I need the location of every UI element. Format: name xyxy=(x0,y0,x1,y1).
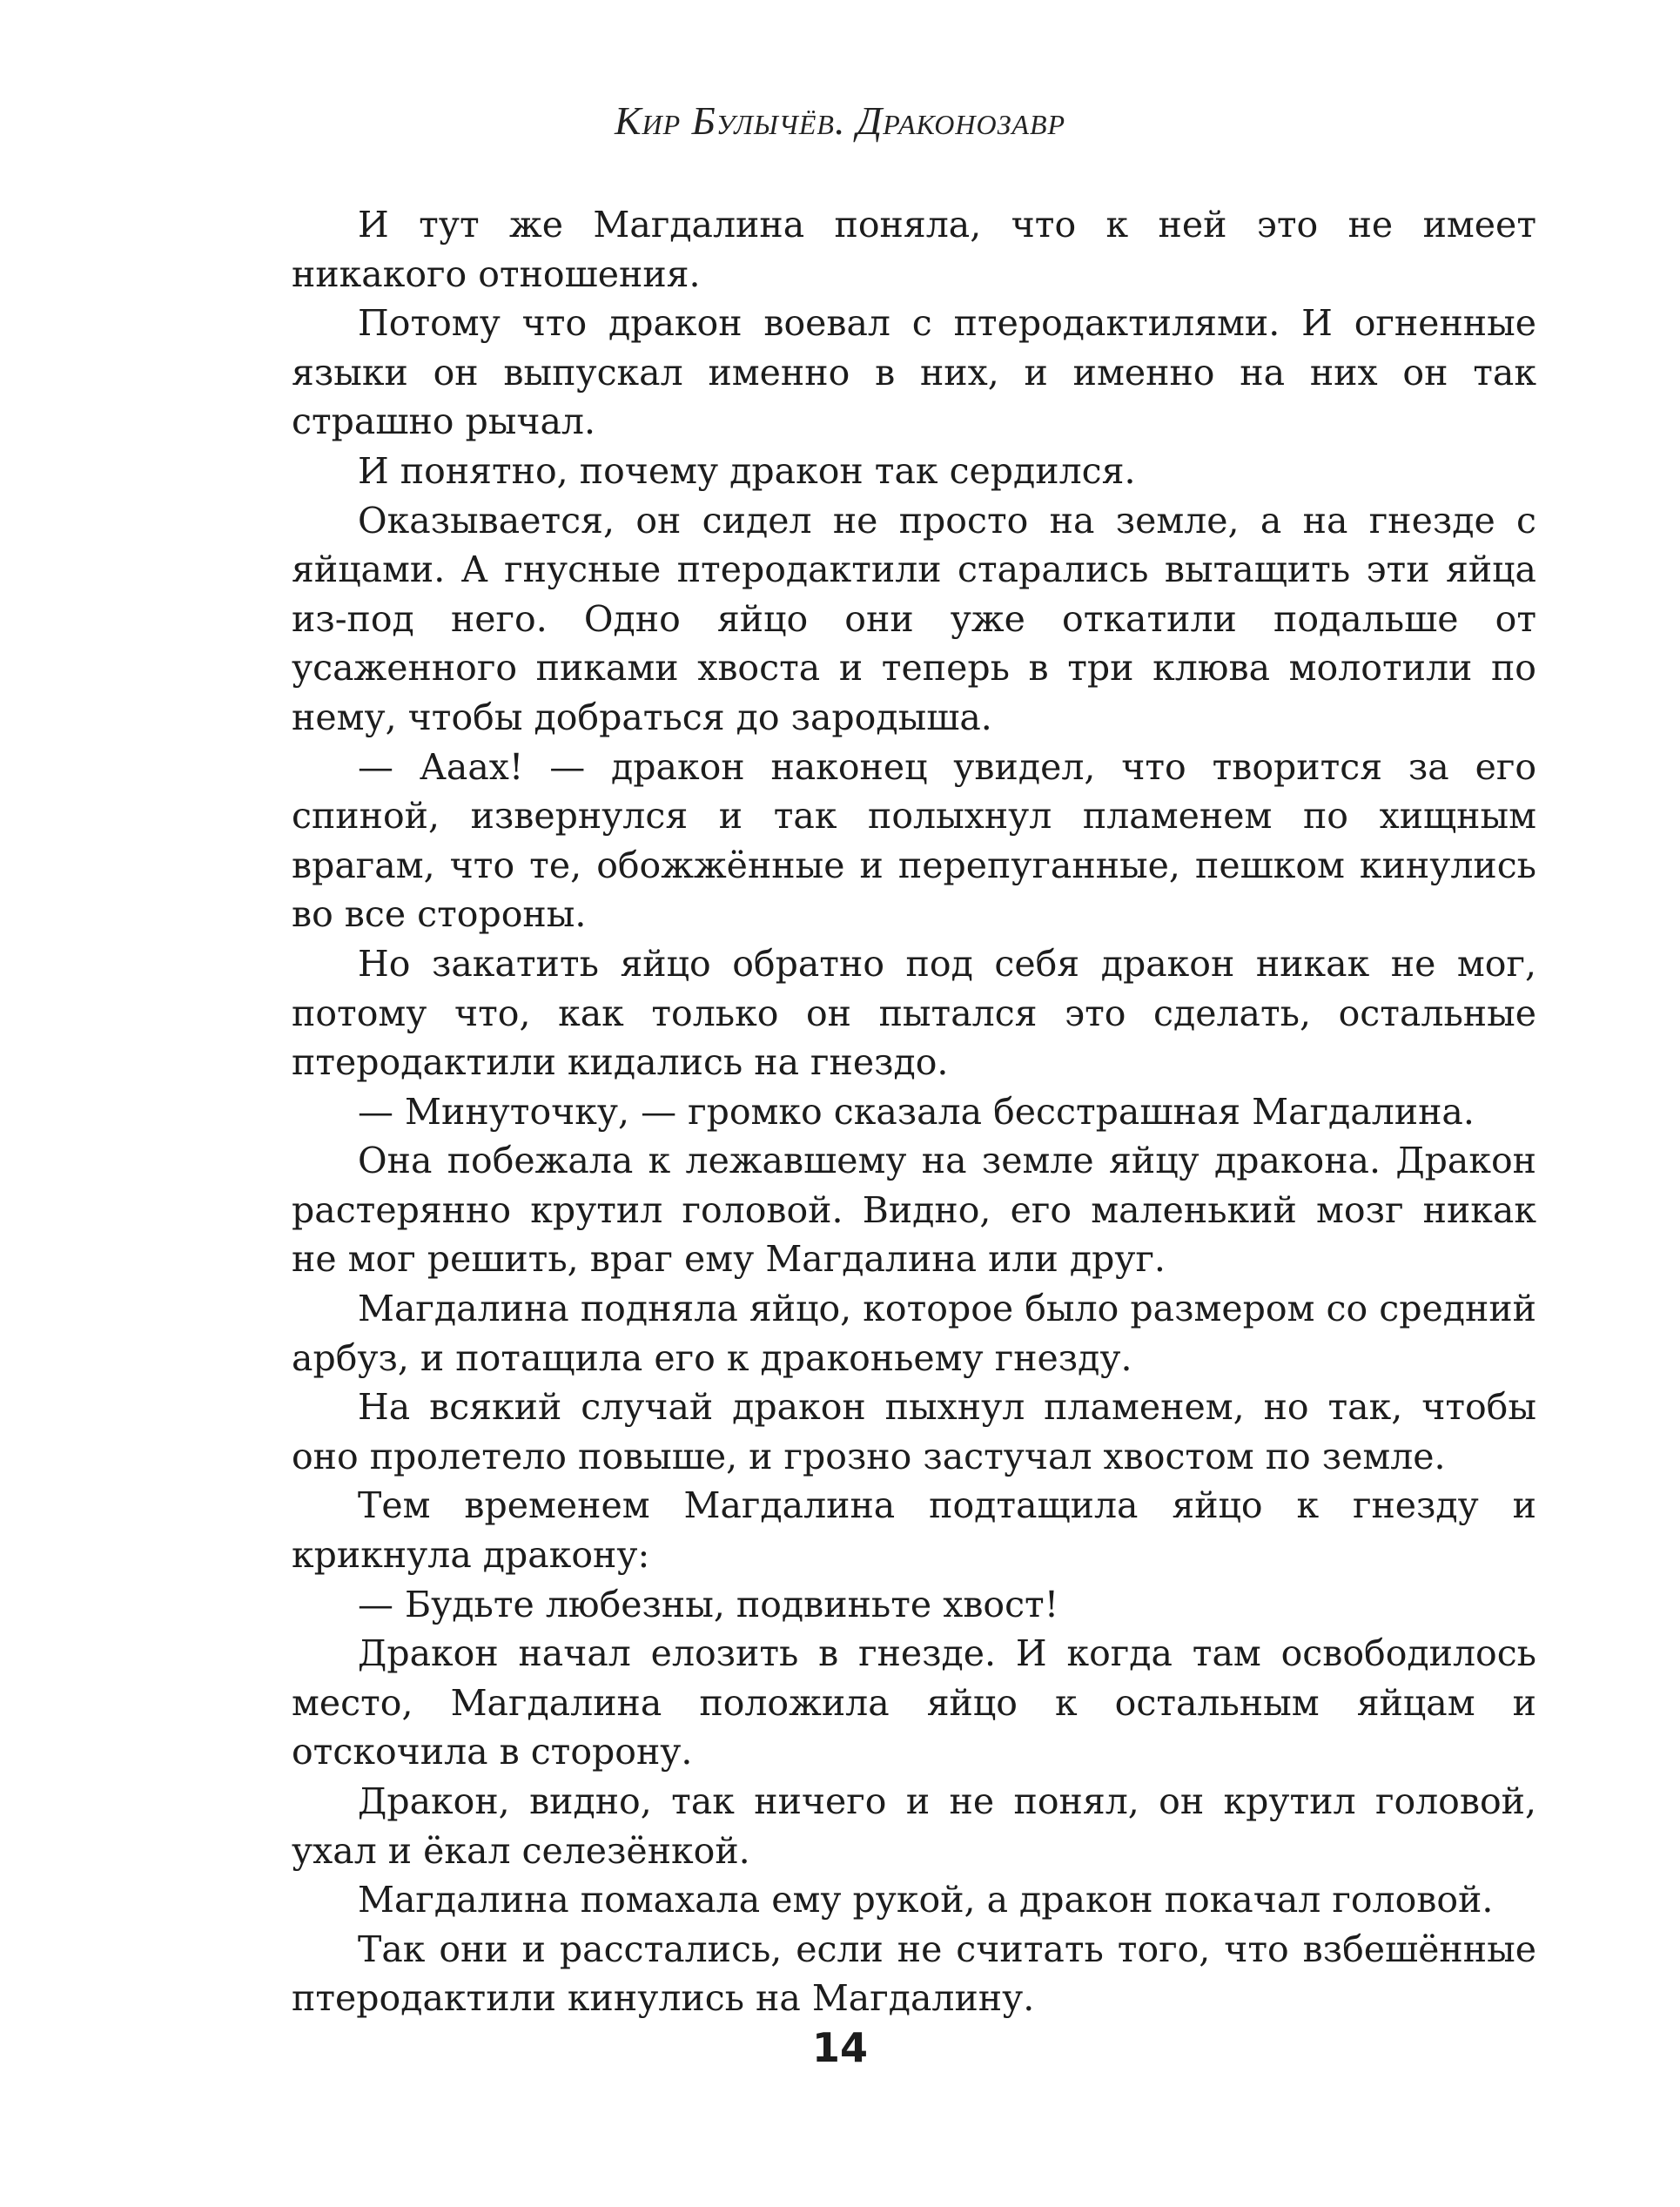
paragraph: Так они и расстались, если не считать того, что взбешённые птеродактили кинулись на Магдалину. xyxy=(292,1928,1536,2020)
paragraph: — Будьте любезны, подвиньте хвост! xyxy=(358,1583,1059,1625)
paragraph: Тем временем Магдалина подтащила яйцо к гнезду и крикнула дракону: xyxy=(292,1484,1536,1577)
text-body xyxy=(292,200,1536,2023)
page-number: 14 xyxy=(811,2024,868,2071)
paragraph: Оказывается, он сидел не просто на земле, а на гнезде с яйцами. А гнусные птеродактили старались вытащить эти яйца из-под него. Одно яйцо они уже откатили подальше от усаженного пиками хвоста и теперь в три клюва молотили по нему, чтобы добраться до зародыша. xyxy=(292,499,1536,738)
paragraph: Дракон, видно, так ничего и не понял, он крутил головой, ухал и ёкал селезёнкой. xyxy=(292,1780,1536,1872)
paragraph: Дракон начал елозить в гнезде. И когда там освободилось место, Магдалина положила яйцо к остальным яйцам и отскочила в сторону. xyxy=(292,1632,1536,1773)
paragraph: Магдалина подняла яйцо, которое было размером со средний арбуз, и потащила его к драконьему гнезду. xyxy=(292,1288,1536,1379)
paragraph: Она побежала к лежавшему на земле яйцу дракона. Дракон растерянно крутил головой. Видно, его маленький мозг никак не мог решить, враг ему Магдалина или друг. xyxy=(292,1140,1536,1281)
paragraph: И понятно, почему дракон так сердился. xyxy=(358,449,1136,492)
paragraph: И тут же Магдалина поняла, что к ней это не имеет никакого отношения. xyxy=(292,204,1536,295)
paragraph: Но закатить яйцо обратно под себя дракон никак не мог, потому что, как только он пытался это сделать, остальные птеродактили кидались на гнездо. xyxy=(292,942,1536,1084)
paragraph: — Минуточку, — громко сказала бесстрашная Магдалина. xyxy=(358,1090,1475,1133)
running-head: Кир Булычёв. Драконозавр xyxy=(614,98,1066,143)
paragraph: На всякий случай дракон пыхнул пламенем, но так, чтобы оно пролетело повыше, и грозно застучал хвостом по земле. xyxy=(292,1386,1536,1477)
paragraph: Потому что дракон воевал с птеродактилями. И огненные языки он выпускал именно в них, и именно на них он так страшно рычал. xyxy=(292,302,1536,443)
paragraph: Магдалина помахала ему рукой, а дракон покачал головой. xyxy=(358,1879,1494,1921)
paragraph: — Ааах! — дракон наконец увидел, что творится за его спиной, извернулся и так полыхнул пламенем по хищным врагам, что те, обожжённые и перепуганные, пешком кинулись во все стороны. xyxy=(292,745,1536,936)
